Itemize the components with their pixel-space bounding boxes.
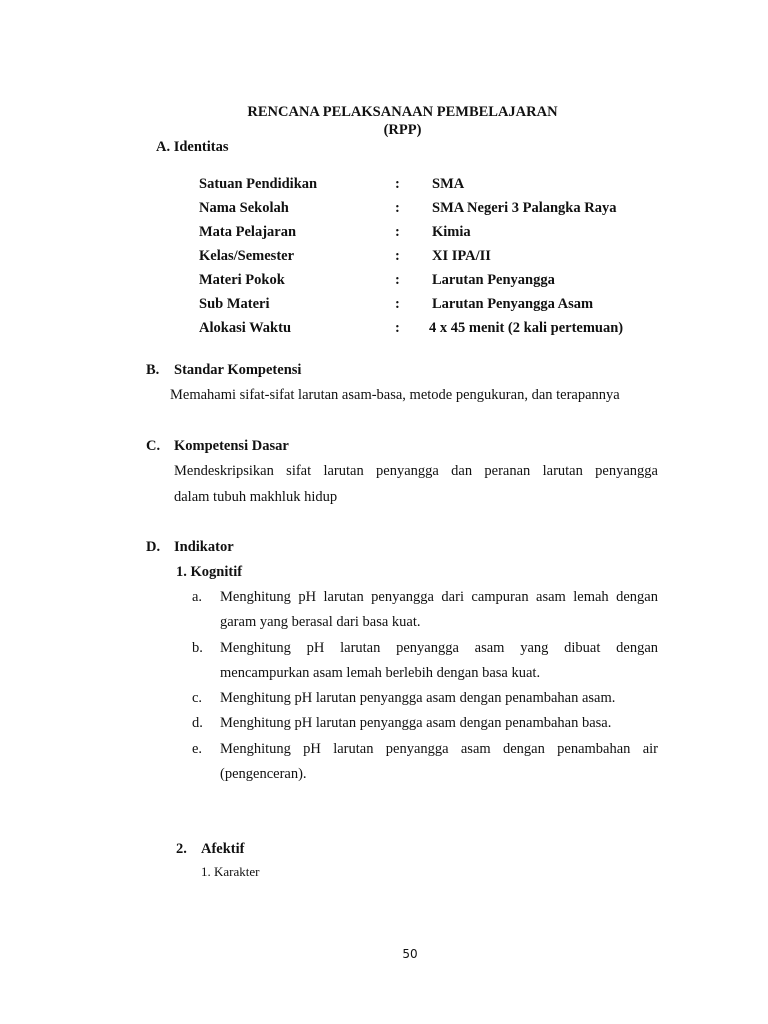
page-number: 50	[402, 947, 418, 961]
identity-colon: :	[395, 224, 400, 240]
identity-value: SMA	[432, 176, 465, 192]
identity-value: XI IPA/II	[432, 248, 491, 264]
document-title: RENCANA PELAKSANAAN PEMBELAJARAN	[247, 104, 558, 120]
section-c-text-line: Mendeskripsikan sifat larutan penyangga dan peranan larutan penyangga	[174, 463, 658, 479]
identity-value: Kimia	[432, 224, 471, 240]
section-a-heading: A. Identitas	[156, 139, 229, 155]
section-b-letter: B.	[146, 362, 160, 378]
section-c-text-line: dalam tubuh makhluk hidup	[174, 489, 338, 505]
identity-colon: :	[395, 296, 400, 312]
section-d-heading: Indikator	[174, 539, 234, 555]
identity-label: Alokasi Waktu	[199, 320, 292, 336]
identity-label: Mata Pelajaran	[199, 224, 297, 240]
list-item-text: Menghitung pH larutan penyangga asam dengan penambahan air	[220, 741, 658, 757]
identity-value: Larutan Penyangga Asam	[432, 296, 594, 312]
identity-label: Sub Materi	[199, 296, 270, 312]
list-item-text: Menghitung pH larutan penyangga asam dengan penambahan asam.	[220, 690, 616, 706]
list-item-letter: d.	[192, 715, 203, 731]
list-item-text: mencampurkan asam lemah berlebih dengan basa kuat.	[220, 665, 541, 681]
section-c-letter: C.	[146, 438, 161, 454]
identity-value: 4 x 45 menit (2 kali pertemuan)	[429, 320, 624, 336]
identity-label: Kelas/Semester	[199, 248, 295, 264]
identity-colon: :	[395, 176, 400, 192]
list-item-letter: c.	[192, 690, 203, 706]
list-item-text: Menghitung pH larutan penyangga asam yang dibuat dengan	[220, 640, 658, 656]
list-item-text: Menghitung pH larutan penyangga dari campuran asam lemah dengan	[220, 589, 658, 605]
list-item-text: Menghitung pH larutan penyangga asam dengan penambahan basa.	[220, 715, 612, 731]
identity-label: Satuan Pendidikan	[199, 176, 318, 192]
list-item-letter: e.	[192, 741, 203, 757]
section-c-heading: Kompetensi Dasar	[174, 438, 289, 454]
section-b-text: Memahami sifat-sifat larutan asam-basa, metode pengukuran, dan terapannya	[170, 387, 620, 403]
afektif-heading: Afektif	[201, 841, 245, 857]
identity-label: Materi Pokok	[199, 272, 285, 288]
kognitif-heading: 1. Kognitif	[176, 564, 243, 580]
identity-value: SMA Negeri 3 Palangka Raya	[432, 200, 617, 216]
list-item-text: garam yang berasal dari basa kuat.	[220, 614, 421, 630]
identity-colon: :	[395, 320, 400, 336]
afektif-sub-item: 1. Karakter	[201, 864, 260, 879]
section-d-letter: D.	[146, 539, 161, 555]
section-b-heading: Standar Kompetensi	[174, 362, 302, 378]
list-item-letter: b.	[192, 640, 203, 656]
list-item-letter: a.	[192, 589, 203, 605]
identity-colon: :	[395, 248, 400, 264]
identity-colon: :	[395, 272, 400, 288]
document-subtitle: (RPP)	[383, 122, 422, 138]
list-item-text: (pengenceran).	[220, 766, 307, 782]
identity-value: Larutan Penyangga	[432, 272, 555, 288]
identity-colon: :	[395, 200, 400, 216]
afektif-number: 2.	[176, 841, 187, 857]
identity-label: Nama Sekolah	[199, 200, 289, 216]
